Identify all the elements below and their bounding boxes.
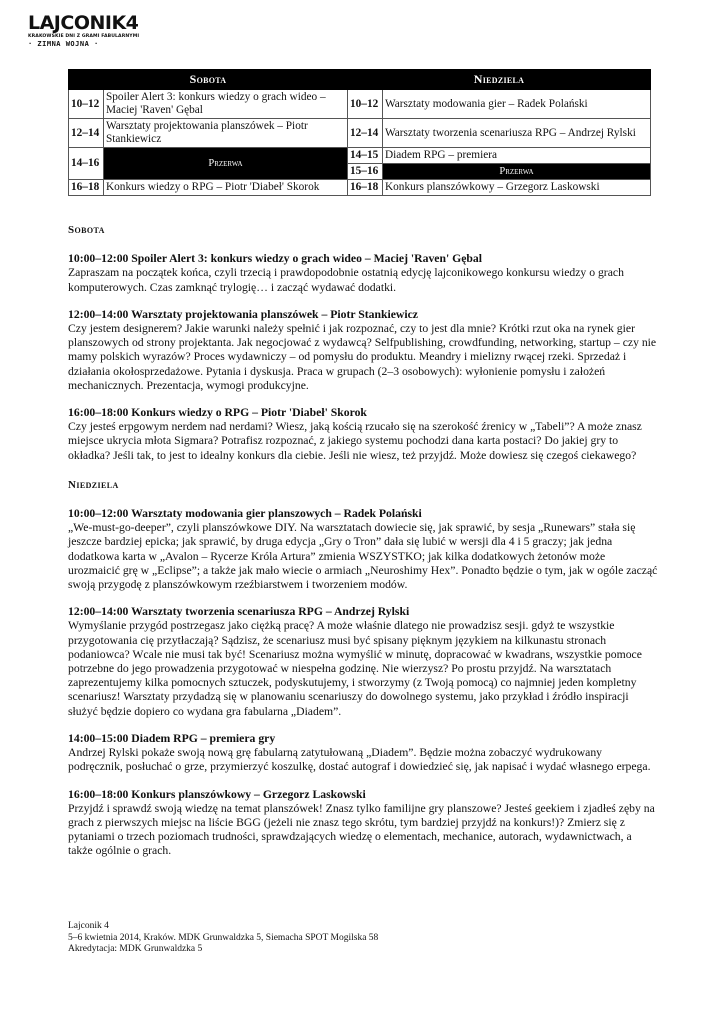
event-title: 14:00–15:00 Diadem RPG – premiera gry [68,731,276,745]
event-description: Wymyślanie przygód postrzegasz jako ciężką pracę? A może właśnie dlatego nie prowadzisz sesji. gdyż te wszystkie przygotowania cię przytłaczają? Sądzisz, że scenariusz musi być spisany pięknym językiem na kilkunastu stronach podaniowca? Wcale nie musi tak być! Scenariusz można wymyślić w minutę, dopracować w kwadrans, wszystkie pomoce potrzebne do jego prowadzenia przygotować w niespełna godzinę. Nie wierzysz? Po prostu przyjdź. Na warsztatach zaprezentujemy kilka pomocnych sztuczek, podyskutujemy, i stworzymy (z Twoją pomocą) co najmniej jeden kompletny scenariusz! Warsztaty przydadzą się w planowaniu scenariuszy do dowolnego systemu, jako przykład i źródło inspiracji służyć będzie dopiero co wydana gra fabularna „Diadem”. [68,619,642,718]
event-block [68,788,658,859]
program-description [68,223,658,872]
table-row [69,90,651,119]
event-description: Czy jestem designerem? Jakie warunki należy spełnić i jak rozpoznać, czy to jest dla mnie? Krótki rzut oka na rynek gier planszowych od strony projektanta. Jak negocjować z wydawcą? Selfpublishing, crowdfunding, networking, startup – czy nie mamy polskich wyrazów? Proces wydawniczy – od pomysłu do produktu. Meandry i mielizny rwącej rzeki. Sprzedaż i działania okołosprzedażowe. Pytania i dyskusja. Praca w grupach (2–3 osobowych): wyłonienie pomysłu i założeń mechanicznych. Prezentacja, wymogi produkcyjne. [68,322,657,392]
sunday-heading: Niedziela [68,478,119,491]
sun-event: Konkurs planszówkowy – Grzegorz Laskowski [383,180,651,196]
event-title: 12:00–14:00 Warsztaty projektowania planszówek – Piotr Stankiewicz [68,307,418,321]
table-row [69,148,651,164]
sat-time: 10–12 [69,90,104,119]
schedule-header-row [69,70,651,90]
event-logo [28,14,138,49]
page-footer [68,921,378,956]
table-row [69,180,651,196]
event-block [68,605,658,719]
sun-event: Diadem RPG – premiera [383,148,651,164]
event-title: 16:00–18:00 Konkurs wiedzy o RPG – Piotr 'Diabeł' Skorok [68,406,367,420]
saturday-header: Sobota [69,70,348,90]
event-title: 10:00–12:00 Spoiler Alert 3: konkurs wiedzy o grach wideo – Maciej 'Raven' Gębal [68,252,483,266]
event-description: Zapraszam na początek końca, czyli trzecią i prawdopodobnie ostatnią edycję lajconikowego konkursu wiedzy o grach komputerowych. Czas zamknąć trylogię… i zacząć wydawać dodatki. [68,266,624,294]
sun-time: 16–18 [348,180,383,196]
event-title: 10:00–12:00 Warsztaty modowania gier planszowych – Radek Polański [68,507,422,521]
sat-time: 16–18 [69,180,104,196]
event-description: Przyjdź i sprawdź swoją wiedzę na temat planszówek! Znasz tylko familijne gry planszowe? Jesteś geekiem i zjadłeś zęby na grach z pierwszych miejsc na liście BGG (jeżeli nie znasz tego skrótu, tym bardziej przyjdź na konkurs!)? Zmierz się z pytaniami o trzech poziomach trudności, sprawdzających wiedzę o elementach, mechanice, autorach, wydawnictwach, a także ogólnie o grach. [68,801,655,858]
sat-event: Spoiler Alert 3: konkurs wiedzy o grach wideo – Maciej 'Raven' Gębal [104,90,348,119]
event-block [68,252,658,295]
logo-edition: · ZIMNA WOJNA · [28,40,99,48]
event-title: 16:00–18:00 Konkurs planszówkowy – Grzegorz Laskowski [68,787,366,801]
sat-break: Przerwa [104,148,348,180]
event-description: Czy jesteś erpgowym nerdem nad nerdami? Wiesz, jaką kością rzucało się na szerokość źrenicy w „Tabeli”? A może znasz miejsce ukrycia młota Sigmara? Potrafisz rozpoznać, z jakiego systemu pochodzi dana karta postaci? Do jakiej gry to okładka? Jeśli tak, to jest to idealny konkurs dla ciebie. Jeśli nie wiesz, też przyjdź. Może dowiesz się czegoś ciekawego? [68,420,642,462]
sun-time: 12–14 [348,119,383,148]
sun-time: 15–16 [348,164,383,180]
sat-event: Konkurs wiedzy o RPG – Piotr 'Diabeł' Skorok [104,180,348,196]
sun-time: 14–15 [348,148,383,164]
sat-time: 12–14 [69,119,104,148]
event-block [68,406,658,463]
sun-event: Warsztaty tworzenia scenariusza RPG – Andrzej Rylski [383,119,651,148]
footer-event-name: Lajconik 4 [68,921,109,931]
footer-date-location: 5–6 kwietnia 2014, Kraków. MDK Grunwaldzka 5, Siemacha SPOT Mogilska 58 [68,932,379,943]
schedule-table [68,69,651,196]
sun-time: 10–12 [348,90,383,119]
sun-event: Warsztaty modowania gier – Radek Polański [383,90,651,119]
logo-title: LAJCONIK4 [28,12,139,34]
sat-time: 14–16 [69,148,104,180]
saturday-heading: Sobota [68,224,105,236]
event-description: „We-must-go-deeper”, czyli planszówkowe DIY. Na warsztatach dowiecie się, jak sprawić, by sesja „Runewars” stała się jeszcze bardziej epicka; jak sprawić, by druga edycja „Gry o Tron” dała się lubić w wersji dla 4 i 5 graczy; jak jedna dodatkowa karta w „Avalon – Rycerze Króla Artura” zmienia WSZYSTKO; jak kilka dodatkowych żetonów może urozmaicić grę w „Eclipse”; a także jak mało wiecie o armiach „Neuroshimy Hex”. Ponadto będzie o tym, jak w ogóle zacząć swoją przygodę z planszówkowym rzeźbiarstwem i tworzeniem modów. [68,521,658,592]
sunday-header: Niedziela [348,70,651,90]
footer-accreditation: Akredytacja: MDK Grunwaldzka 5 [68,944,203,954]
event-description: Andrzej Rylski pokaże swoją nową grę fabularną zatytułowaną „Diadem”. Będzie można zobaczyć wydrukowany podręcznik, posłuchać o grze, przymierzyć koszulkę, dostać autograf i dowiedzieć się, jak napisać i wydać własnego erpega. [68,746,651,774]
table-row [69,119,651,148]
sun-break: Przerwa [383,164,651,180]
sat-event: Warsztaty projektowania planszówek – Piotr Stankiewicz [104,119,348,148]
logo-subtitle: KRAKOWSKIE DNI Z GRAMI FABULARNYMI [28,34,140,39]
event-block [68,507,658,592]
event-block [68,308,658,393]
event-title: 12:00–14:00 Warsztaty tworzenia scenariusza RPG – Andrzej Rylski [68,605,410,619]
event-block [68,732,658,775]
